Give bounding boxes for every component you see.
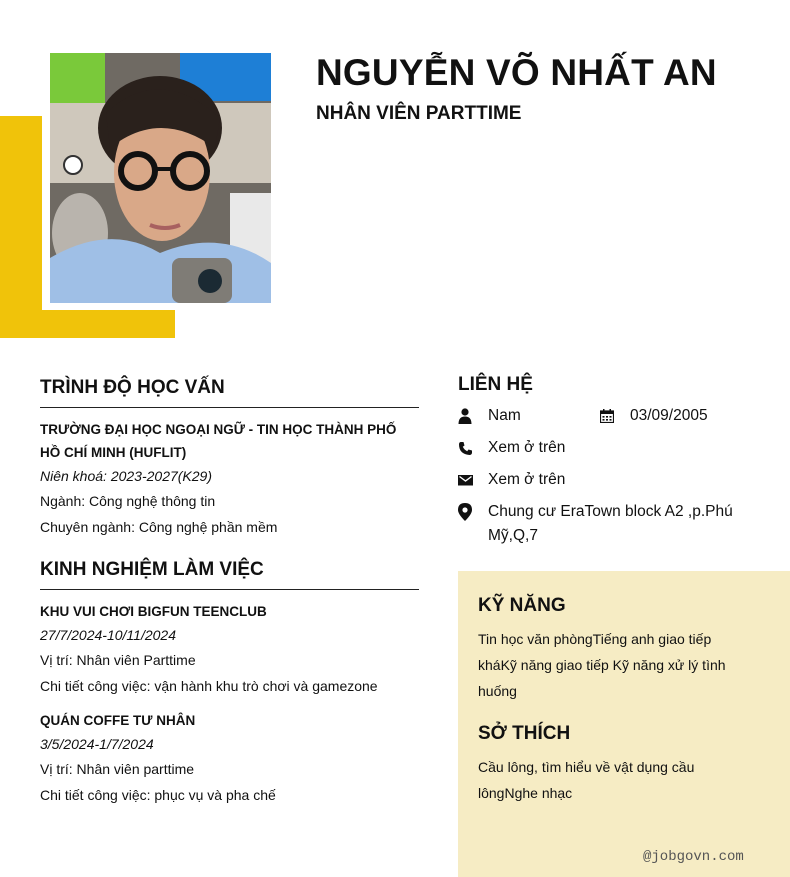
watermark: @jobgovn.com <box>643 849 744 865</box>
job-position: Vị trí: Nhân viên parttime <box>40 761 195 777</box>
job-item <box>40 600 419 699</box>
job-company: QUÁN COFFE TƯ NHÂN <box>40 713 196 728</box>
address-value: Chung cư EraTown block A2 ,p.Phú Mỹ,Q,7 <box>488 503 733 544</box>
calendar-icon <box>600 404 616 428</box>
decorative-yellow-bar <box>0 310 175 338</box>
education-major: Ngành: Công nghệ thông tin <box>40 493 216 509</box>
contact-birthdate <box>600 404 708 428</box>
job-position: Vị trí: Nhân viên Parttime <box>40 652 196 668</box>
email-icon <box>458 468 474 492</box>
job-details: Chi tiết công việc: vận hành khu trò chơi và gamezone <box>40 678 378 694</box>
skills-text: Tin học văn phòngTiếng anh giao tiếp kháKỹ năng giao tiếp Kỹ năng xử lý tình huống <box>478 631 726 699</box>
job-details: Chi tiết công việc: phục vụ và pha chế <box>40 787 276 803</box>
hobbies-text: Cầu lông, tìm hiểu về vật dụng cầu lôngNghe nhạc <box>478 759 695 801</box>
hobbies-title: SỞ THÍCH <box>478 723 571 744</box>
contact-gender <box>458 404 521 428</box>
decorative-yellow-column <box>0 116 42 338</box>
contact-email <box>458 468 565 492</box>
education-period: Niên khoá: 2023-2027(K29) <box>40 468 213 484</box>
gender-value: Nam <box>488 407 521 424</box>
user-icon <box>458 404 474 428</box>
profile-photo <box>50 53 271 303</box>
school-name: TRƯỜNG ĐẠI HỌC NGOẠI NGỮ - TIN HỌC THÀNH PHỐ HỒ CHÍ MINH (HUFLIT) <box>40 422 397 460</box>
phone-icon <box>458 436 474 460</box>
candidate-role: NHÂN VIÊN PARTTIME <box>316 103 522 124</box>
birthdate-value: 03/09/2005 <box>630 407 708 424</box>
education-title: TRÌNH ĐỘ HỌC VẤN <box>40 377 419 408</box>
job-period: 3/5/2024-1/7/2024 <box>40 736 154 752</box>
job-item <box>40 709 419 808</box>
candidate-name: NGUYỄN VÕ NHẤT AN <box>316 52 717 93</box>
phone-value: Xem ở trên <box>488 439 566 456</box>
experience-section <box>40 559 419 808</box>
location-pin-icon <box>458 500 474 524</box>
email-value: Xem ở trên <box>488 471 566 488</box>
skills-title: KỸ NĂNG <box>478 595 566 616</box>
experience-title: KINH NGHIỆM LÀM VIỆC <box>40 559 419 590</box>
education-specialization: Chuyên ngành: Công nghệ phần mềm <box>40 519 278 535</box>
job-period: 27/7/2024-10/11/2024 <box>40 627 176 643</box>
contact-phone <box>458 436 565 460</box>
contact-address <box>458 500 748 548</box>
skills-hobbies-panel <box>458 571 790 877</box>
job-company: KHU VUI CHƠI BIGFUN TEENCLUB <box>40 604 267 619</box>
contact-title: LIÊN HỆ <box>458 374 533 395</box>
education-section <box>40 377 419 540</box>
